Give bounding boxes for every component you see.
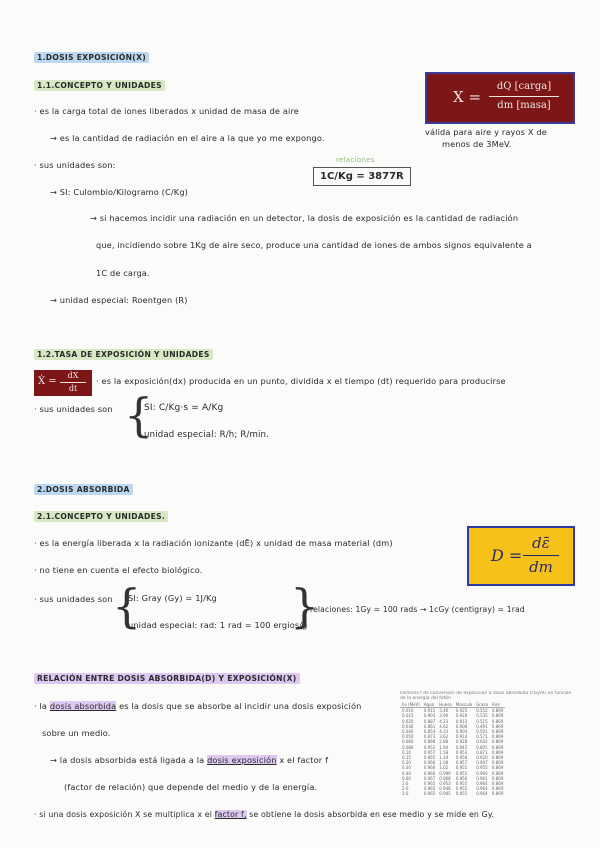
table-header-cell: Músculo [455, 702, 473, 707]
table-cell: 0.050 [402, 734, 414, 740]
table-cell: 0.961 [476, 775, 488, 781]
table-cell: 0.869 [491, 770, 504, 776]
table-cell: 0.015 [402, 713, 414, 719]
relaciones-label: relaciones [336, 156, 375, 164]
table-cell: 0.953 [455, 749, 468, 755]
table-cell: 0.906 [455, 723, 468, 729]
rate-formula-lhs: Ẋ = [38, 376, 57, 387]
table-cell: 0.869 [491, 713, 504, 719]
table-cell: 2.0 [402, 786, 409, 792]
s3-b2-pre: → la dosis absorbida está ligada a la [50, 755, 205, 765]
table-grid [400, 702, 505, 797]
s3-b3-post: se obtiene la dosis absorbida en ese medio y se mide en Gy. [249, 810, 495, 819]
special-unit-line: → unidad especial: Roentgen (R) [50, 295, 188, 305]
table-cell: 0.966 [423, 765, 436, 771]
formula-numerator: dQ [carga] [496, 81, 552, 92]
table-cell: 0.491 [476, 723, 488, 729]
table-cell: 0.966 [423, 760, 436, 766]
table-cell: 0.15 [402, 755, 411, 761]
rate-fraction-bar [60, 382, 86, 383]
s3-b3-pre: · si una dosis exposición X se multiplica x el [34, 810, 213, 819]
table-cell: 0.869 [491, 765, 504, 771]
table-cell: 0.10 [402, 749, 411, 755]
table-cell: 0.571 [476, 734, 488, 740]
rate-formula [34, 370, 92, 396]
table-cell: 0.914 [455, 734, 468, 740]
s3-b2-post: x el factor f [279, 755, 329, 765]
s3-b2-highlight: dosis exposición [207, 755, 277, 765]
table-cell: 0.913 [455, 718, 468, 724]
table-cell: 0.948 [439, 786, 451, 792]
table-cell: 0.854 [423, 729, 436, 735]
d-formula-numerator: dε̄ [532, 534, 550, 552]
table-cell: 0.869 [491, 744, 504, 750]
table-cell: 1.08 [439, 760, 449, 766]
table-cell: 0.920 [476, 755, 488, 761]
table-cell: 0.869 [491, 781, 504, 787]
s3-b3-highlight: factor f, [214, 810, 247, 819]
table-cell: 0.957 [423, 749, 436, 755]
table-cell: 0.955 [455, 770, 468, 776]
table-cell: 0.955 [455, 765, 468, 771]
si-explanation-3: 1C de carga. [96, 268, 150, 278]
exposure-formula [425, 72, 575, 124]
table-cell: 4.23 [439, 718, 449, 724]
s3-bullet-3 [34, 810, 494, 819]
table-header-cell: Aire [490, 702, 505, 708]
table-cell: 0.953 [439, 781, 451, 787]
section-3-title: RELACIÓN ENTRE DOSIS ABSORBIDA(D) Y EXPOSICIÓN(X) [34, 673, 300, 684]
table-cell: 0.952 [423, 744, 436, 750]
table-cell: 0.955 [455, 791, 468, 797]
s3-bullet-2 [50, 755, 328, 765]
table-cell: 0.955 [455, 781, 468, 787]
table-cell: 0.805 [476, 744, 488, 750]
section-2-title: 2.DOSIS ABSORBIDA [34, 484, 133, 495]
formula-denominator: dm [masa] [497, 100, 551, 111]
s2-unit-si: SI: Gray (Gy) = 1J/Kg [128, 593, 217, 603]
table-cell: 0.965 [423, 781, 436, 787]
d-fraction-bar [523, 555, 559, 556]
table-cell: 0.945 [455, 744, 468, 750]
table-header-cell: Agua [422, 702, 437, 708]
table-cell: 0.869 [491, 723, 504, 729]
table-cell: 0.080 [402, 744, 414, 750]
table-cell: 0.904 [455, 729, 468, 735]
s1-bullet-2: · sus unidades son: [34, 160, 116, 170]
si-explanation-2: que, incidiendo sobre 1Kg de aire seco, produce una cantidad de iones de ambos signos equivalente a [96, 240, 532, 250]
rate-formula-denominator: dt [68, 384, 78, 393]
s12-bullet-2: · sus unidades son [34, 404, 113, 414]
table-cell: 3.0 [402, 791, 409, 797]
table-cell: 0.964 [476, 791, 488, 797]
table-cell: 0.999 [439, 770, 451, 776]
brace: { [124, 388, 154, 442]
table-cell: 0.869 [491, 708, 504, 714]
s3-b1-post: es la dosis que se absorbe al incidir una dosis exposición [119, 701, 362, 711]
table-cell: 0.945 [439, 791, 451, 797]
table-cell: 0.903 [423, 713, 436, 719]
s3-bullet-2b: (factor de relación) que depende del medio y de la energía. [64, 782, 318, 792]
table-cell: 0.869 [491, 729, 504, 735]
table-cell: 0.869 [491, 739, 504, 745]
table-header-cell: Hueso [439, 702, 452, 707]
s3-b1-pre: · la [34, 701, 48, 711]
table-cell: 0.955 [476, 765, 488, 771]
subsection-2-1-title: 2.1.CONCEPTO Y UNIDADES. [34, 511, 168, 522]
table-cell: 4.33 [439, 729, 449, 735]
s3-b1-highlight: dosis absorbida [49, 701, 117, 711]
table-cell: 0.535 [476, 713, 488, 719]
table-cell: 0.20 [402, 760, 411, 766]
table-cell: 0.869 [491, 791, 504, 797]
table-cell: 0.40 [402, 770, 411, 776]
si-explanation-1: → si hacemos incidir una radiación en un detector, la dosis de exposición es la cantidad de radiación [90, 213, 519, 223]
si-unit-line: → SI: Culombio/Kilogramo (C/Kg) [50, 187, 189, 197]
table-cell: 0.873 [423, 734, 436, 740]
table-cell: 0.020 [402, 718, 414, 724]
table-cell: 3.90 [439, 713, 449, 719]
table-cell: 0.869 [491, 734, 504, 740]
conversion-factor-table [400, 691, 572, 797]
table-cell: 0.911 [423, 708, 436, 714]
table-caption: Factores f de conversión de exposición a dosis absorbida (cGy/R) en función de la energía del fotón [400, 691, 572, 701]
table-cell: 0.968 [439, 775, 451, 781]
table-cell: 0.925 [455, 708, 468, 714]
d-formula-denominator: dm [529, 558, 553, 576]
table-cell: 0.869 [491, 786, 504, 792]
table-cell: 3.62 [439, 734, 449, 740]
table-cell: 0.040 [402, 729, 414, 735]
table-cell: 0.928 [455, 739, 468, 745]
s1-bullet-1a: → es la cantidad de radiación en el aire a la que yo me expongo. [50, 133, 325, 143]
table-cell: 0.887 [423, 718, 436, 724]
table-cell: 0.966 [423, 770, 436, 776]
d-formula-lhs: D = [491, 546, 523, 565]
table-cell: 0.898 [423, 739, 436, 745]
table-cell: 1.0 [402, 781, 409, 787]
table-header-cell: hν (MeV) [402, 702, 420, 707]
table-cell: 0.642 [476, 739, 488, 745]
s3-bullet-1b: sobre un medio. [42, 728, 111, 738]
table-row [400, 791, 505, 796]
table-cell: 1.94 [439, 744, 449, 750]
fraction-bar [489, 96, 559, 97]
table-cell: 0.967 [423, 775, 436, 781]
table-cell: 0.552 [476, 708, 488, 714]
table-cell: 0.060 [402, 739, 414, 745]
table-cell: 0.869 [491, 755, 504, 761]
formula-lhs: X = [453, 88, 482, 106]
table-cell: 1.58 [439, 749, 449, 755]
table-cell: 0.960 [476, 770, 488, 776]
table-cell: 0.871 [476, 749, 488, 755]
table-cell: 0.010 [402, 708, 414, 714]
subsection-1-1-title: 1.1.CONCEPTO Y UNIDADES [34, 80, 165, 91]
table-body [400, 708, 505, 797]
table-cell: 0.30 [402, 765, 411, 771]
table-cell: 0.869 [491, 718, 504, 724]
s2-bullet-3: · sus unidades son [34, 594, 113, 604]
s2-brace: { [112, 579, 142, 633]
table-cell: 0.920 [455, 713, 468, 719]
relaciones-box: 1C/Kg = 3877R [313, 167, 411, 186]
table-cell: 0.965 [423, 786, 436, 792]
table-cell: 0.60 [402, 775, 411, 781]
table-cell: 0.956 [455, 775, 468, 781]
formula-note-2: menos de 3MeV. [442, 139, 512, 149]
table-cell: 4.62 [439, 723, 449, 729]
s2-bullet-1: · es la energía liberada x la radiación ionizante (dĒ) x unidad de masa material (dm) [34, 538, 393, 548]
table-cell: 0.030 [402, 723, 414, 729]
s2-bullet-2: · no tiene en cuenta el efecto biológico. [34, 565, 203, 575]
table-cell: 1.02 [439, 765, 449, 771]
table-cell: 0.515 [476, 718, 488, 724]
subsection-1-2-title: 1.2.TASA DE EXPOSICIÓN Y UNIDADES [34, 349, 213, 360]
table-cell: 0.869 [491, 775, 504, 781]
table-cell: 0.861 [423, 723, 436, 729]
table-cell: 0.965 [423, 755, 436, 761]
table-cell: 0.947 [476, 760, 488, 766]
table-cell: 0.964 [476, 781, 488, 787]
table-header-cell: Grasa [476, 702, 488, 707]
absorbed-dose-formula [467, 526, 575, 586]
rate-formula-numerator: dX [67, 371, 79, 380]
s3-bullet-1 [34, 701, 361, 711]
table-cell: 3.46 [439, 708, 449, 714]
table-cell: 2.88 [439, 739, 449, 745]
s2-unit-special: unidad especial: rad: 1 rad = 100 ergios/g [128, 620, 308, 630]
table-cell: 0.958 [455, 755, 468, 761]
table-cell: 0.501 [476, 729, 488, 735]
s12-unit-si: SI: C/Kg·s = A/Kg [144, 403, 224, 413]
table-cell: 0.955 [455, 786, 468, 792]
s12-bullet-1: · es la exposición(dx) producida en un punto, dividida x el tiempo (dt) requerido para producirse [96, 376, 506, 386]
s2-close-brace: } [290, 579, 320, 633]
section-1-title: 1.DOSIS EXPOSICIÓN(X) [34, 52, 149, 63]
s2-relations: relaciones: 1Gy = 100 rads → 1cGy (centigray) = 1rad [310, 605, 525, 614]
table-cell: 0.965 [423, 791, 436, 797]
s12-unit-special: unidad especial: R/h; R/min. [144, 430, 270, 440]
table-cell: 1.19 [439, 755, 449, 761]
table-cell: 0.869 [491, 760, 504, 766]
table-cell: 0.869 [491, 749, 504, 755]
table-cell: 0.964 [476, 786, 488, 792]
formula-note-1: válida para aire y rayos X de [425, 127, 547, 137]
table-cell: 0.957 [455, 760, 468, 766]
s1-bullet-1: · es la carga total de iones liberados x unidad de masa de aire [34, 106, 299, 116]
